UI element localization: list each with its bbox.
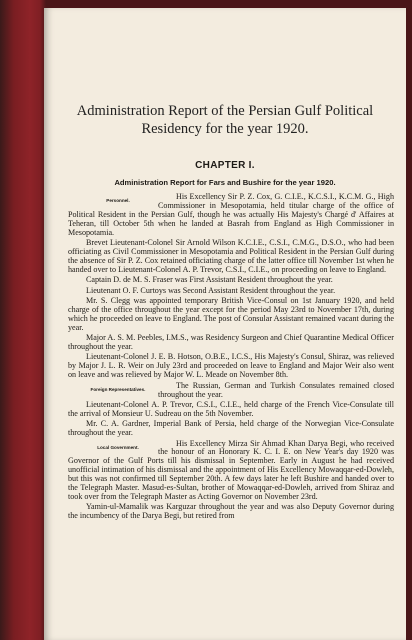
paragraph: Captain D. de M. S. Fraser was First Assistant Resident throughout the year.: [86, 275, 333, 285]
title-line-2: Residency for the year 1920.: [141, 121, 309, 137]
paragraph: [68, 193, 394, 238]
side-note-local-government: Local Government.: [97, 444, 139, 450]
paragraph-text: His Excellency Sir P. Z. Cox, G. C.I.E., K.C.S.I., K.C.M. G., High Commissioner in Mesopotamia, held titular charge of the office of Political Resident in the Persian Gulf, though he was actually His Majesty's Chargé d' Affaires at Teheran, till October 5th when he landed at Basrah from England as High Commissioner in Mesopotamia.: [68, 192, 394, 237]
paragraph: Brevet Lieutenant-Colonel Sir Arnold Wilson K.C.I.E., C.S.I., C.M.G., D.S.O., who had been officiating as Civil Commissioner in Mesopotamia and Political Resident in the Persian Gulf during the absence of Sir P. Z. Cox retained officiating charge of the latter office till November 1st when he handed over to Lieutenant-Colonel A. P. Trevor, C.S.I., C.I.E., on proceeding on leave to England.: [68, 238, 394, 274]
paragraph: [68, 382, 394, 400]
report-page: [44, 8, 406, 640]
paragraph: [68, 440, 394, 502]
report-title: [44, 102, 406, 138]
paragraph-text: His Excellency Mirza Sir Ahmad Khan Darya Begi, who received the honour of an Honorary K. C. I. E. on New Year's day 1920 was Governor of the Gulf Ports till his dismissal in September. Early in August he had received unofficial intimation of his dismissal and the appointment of His Excellency Mowaqqar-ed-Dowleh, but this was not confirmed till September 20th. A few days later he left Bushire and handed over to the Telegraph Master. Masud-es-Sultan, brother of Mowaqqar-ed-Dowleh, arrived from Shiraz and took over from the Telegraph Master as Acting Governor on November 23rd.: [68, 438, 394, 501]
paragraph-text: The Russian, German and Turkish Consulates remained closed throughout the year.: [158, 380, 394, 399]
report-body: [68, 193, 394, 523]
side-note-personnel: Personnel.: [106, 198, 130, 203]
paragraph: Lieutenant O. F. Curtoys was Second Assistant Resident throughout the year.: [86, 285, 336, 295]
chapter-heading: CHAPTER I.: [195, 160, 255, 171]
paragraph: Lieutenant-Colonel A. P. Trevor, C.S.I., C.I.E., held charge of the French Vice-Consulate till the arrival of Monsieur U. Sudreau on the 5th November.: [68, 399, 394, 418]
paragraph: Major A. S. M. Peebles, I.M.S., was Residency Surgeon and Chief Quarantine Medical Officer throughout the year.: [68, 333, 394, 351]
paragraph: Mr. S. Clegg was appointed temporary British Vice-Consul on 1st January 1920, and held charge of the office throughout the year except for the period May 23rd to November 17th, during which he proceeded on leave to England. The post of Consular Assistant remained vacant during the year.: [68, 295, 394, 332]
paragraph: Yamin-ul-Mamalik was Karguzar throughout the year and was also Deputy Governor during the incumbency of the Darya Begi, but retired from: [68, 502, 394, 521]
chapter-subheading: Administration Report for Fars and Bushire for the year 1920.: [114, 178, 336, 187]
paragraph: Mr. C. A. Gardner, Imperial Bank of Persia, held charge of the Norwegian Vice-Consulate throughout the year.: [68, 419, 394, 438]
side-note-foreign-representatives: Foreign Representatives.: [90, 386, 146, 392]
title-line-1: Administration Report of the Persian Gulf Political: [76, 103, 374, 119]
paragraph: Lieutenant-Colonel J. E. B. Hotson, O.B.E., I.C.S., His Majesty's Consul, Shiraz, was relieved by Major J. L. R. Weir on July 23rd and proceeded on leave to England and Major Weir also went on leave and was relieved by Major W. L. Meade on November 8th.: [68, 352, 394, 380]
